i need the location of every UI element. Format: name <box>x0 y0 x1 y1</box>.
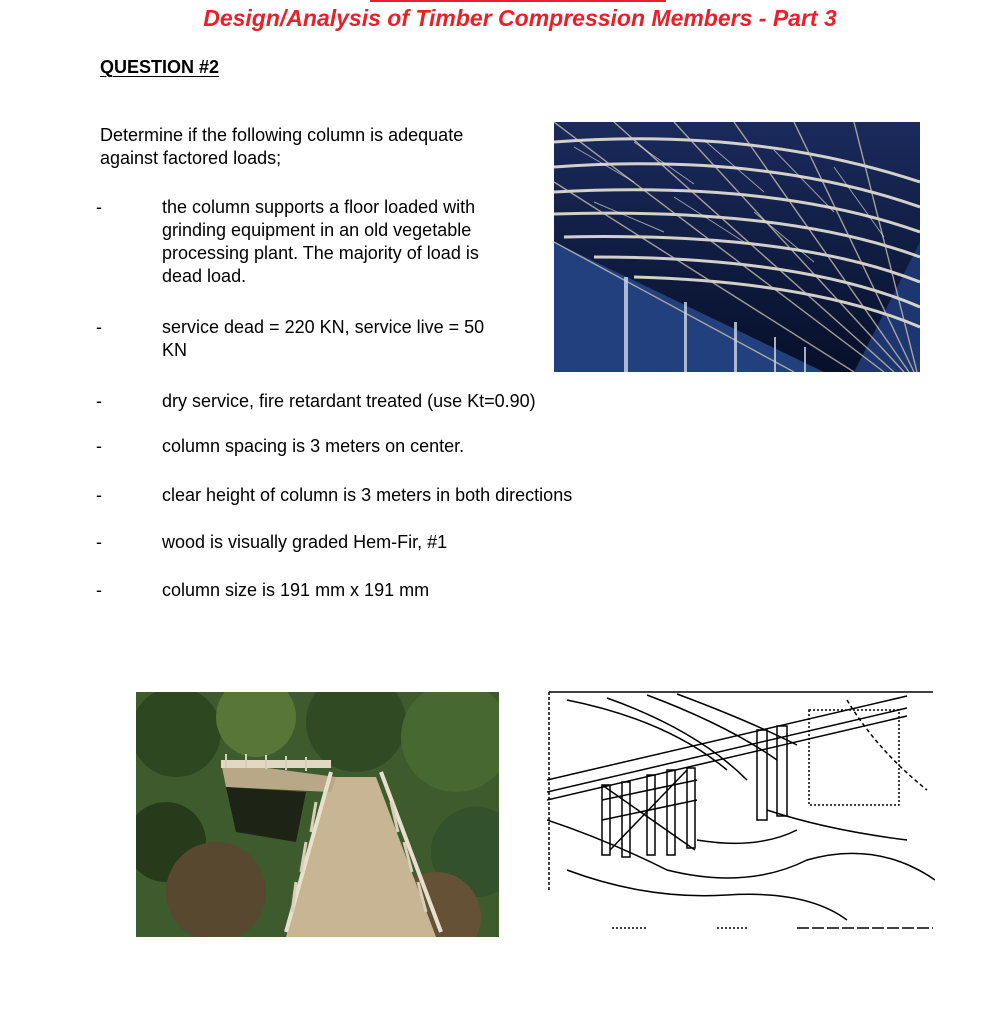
bullet-line: wood is visually graded Hem-Fir, #1 <box>162 532 448 552</box>
bullet-line: KN <box>162 340 188 360</box>
bullet-line: dry service, fire retardant treated (use Kt=0.90) <box>162 391 536 411</box>
bullet-dash: - <box>96 580 102 600</box>
roof-truss-illustration <box>554 122 920 372</box>
bullet-dash: - <box>96 485 102 505</box>
bullet-line: grinding equipment in an old vegetable <box>162 220 472 240</box>
bullet-line: column spacing is 3 meters on center. <box>162 436 465 456</box>
timber-footbridge-photo <box>136 692 499 937</box>
bullet-dash: - <box>96 436 102 456</box>
bullet-line: the column supports a floor loaded with <box>162 197 476 217</box>
footbridge-illustration <box>136 692 499 937</box>
bullet-line: dead load. <box>162 266 247 286</box>
question-intro <box>100 124 540 170</box>
intro-line: Determine if the following column is adequate <box>100 125 464 145</box>
bullet-dash: - <box>96 317 102 337</box>
bullet-line: processing plant. The majority of load is <box>162 243 479 263</box>
question-heading: QUESTION #2 <box>100 57 220 77</box>
bullet-line: service dead = 220 KN, service live = 50 <box>162 317 485 337</box>
bullet-line: column size is 191 mm x 191 mm <box>162 580 430 600</box>
intro-line: against factored loads; <box>100 148 282 168</box>
page-title: Design/Analysis of Timber Compression Members - Part 3 <box>203 5 837 31</box>
bullet-line: clear height of column is 3 meters in both directions <box>162 485 573 505</box>
title-overline <box>370 0 666 2</box>
bullet-dash: - <box>96 532 102 552</box>
bullet-dash: - <box>96 391 102 411</box>
bullet-dash: - <box>96 197 102 217</box>
timber-bridge-line-sketch <box>547 690 935 932</box>
bridge-sketch-illustration <box>547 690 935 932</box>
timber-roof-truss-photo <box>554 122 920 372</box>
